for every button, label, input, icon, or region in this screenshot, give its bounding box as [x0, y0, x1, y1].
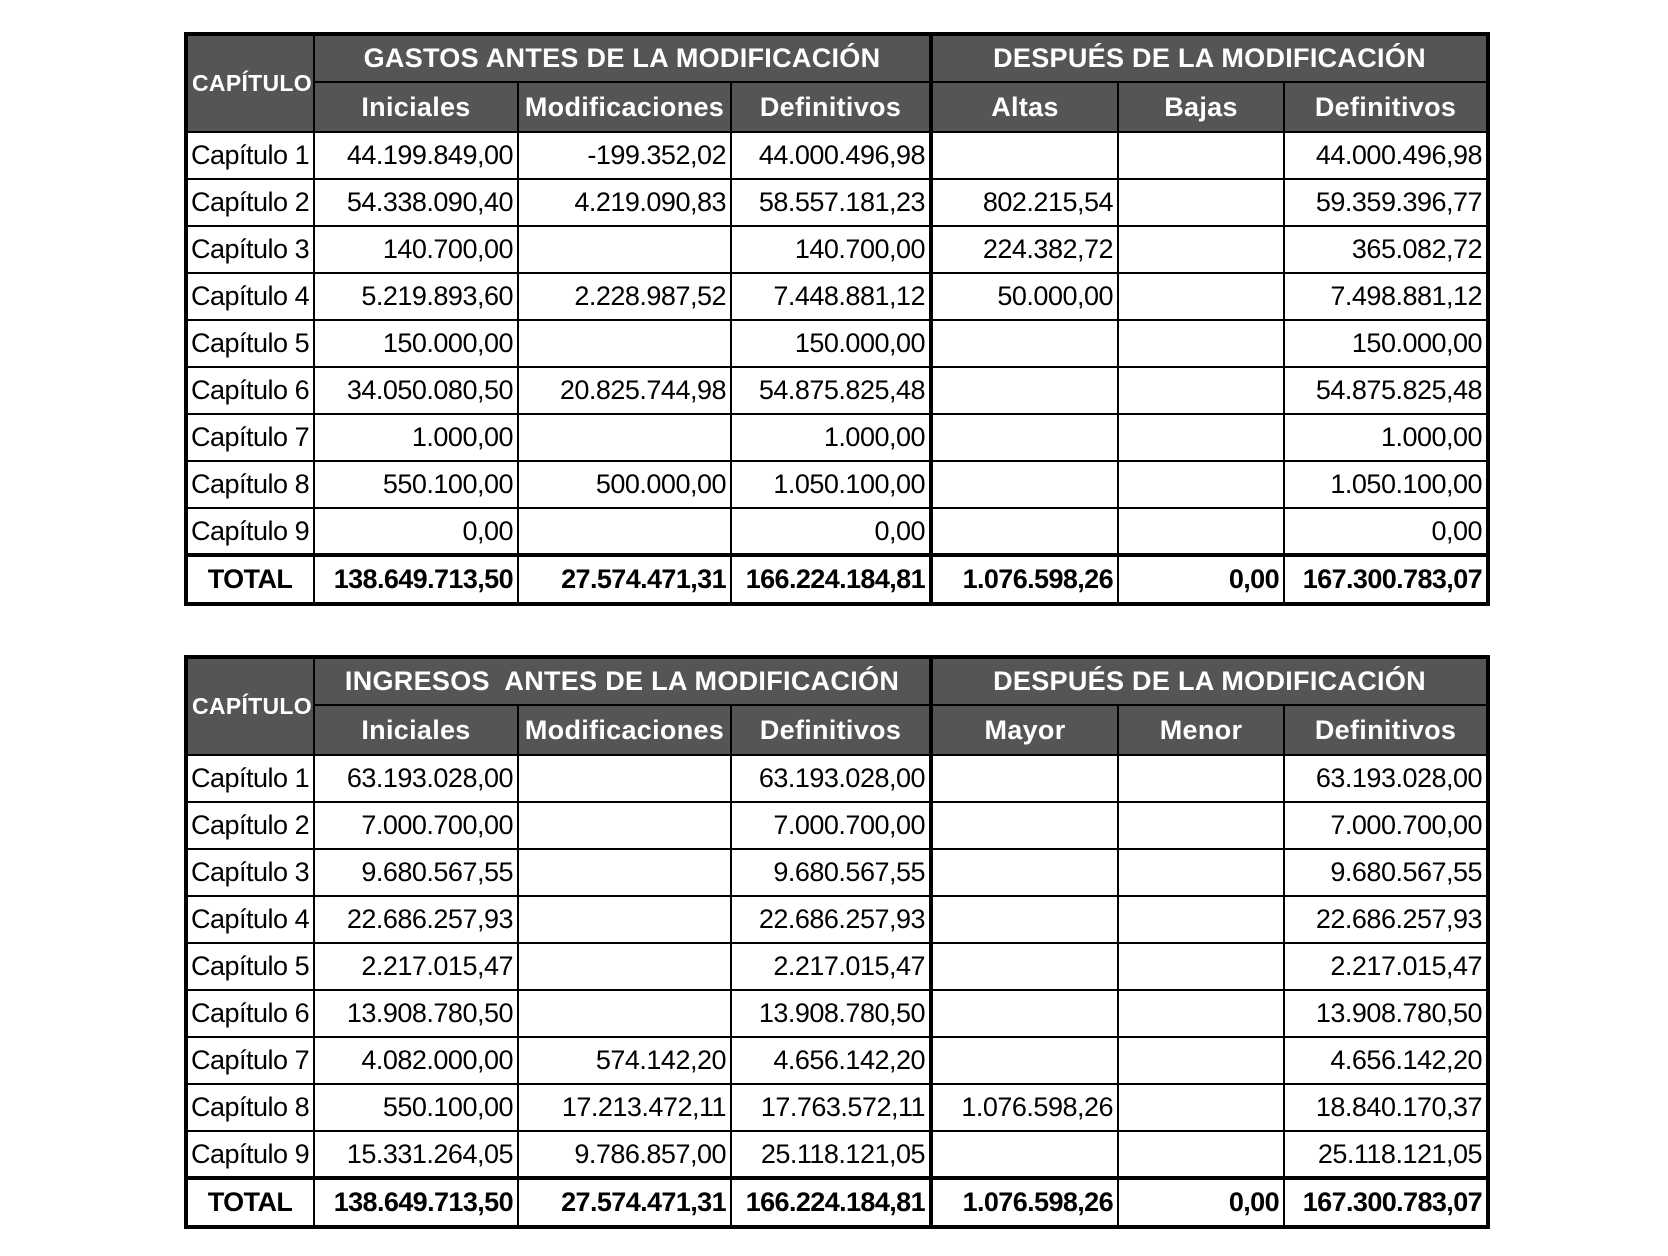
table-cell [931, 414, 1118, 461]
table-cell [931, 802, 1118, 849]
table-cell: 20.825.744,98 [518, 367, 731, 414]
table-row [186, 414, 1488, 461]
table-cell: 17.213.472,11 [518, 1084, 731, 1131]
table-row [186, 1084, 1488, 1131]
table-cell: 59.359.396,77 [1284, 179, 1488, 226]
table-cell: 13.908.780,50 [731, 990, 931, 1037]
total-row [186, 555, 1488, 604]
table-cell: 150.000,00 [1284, 320, 1488, 367]
table-row [186, 461, 1488, 508]
total-label: TOTAL [186, 555, 314, 604]
table-cell: 9.786.857,00 [518, 1131, 731, 1178]
group-header-after: DESPUÉS DE LA MODIFICACIÓN [931, 34, 1488, 82]
table-cell: 4.219.090,83 [518, 179, 731, 226]
table-cell: -199.352,02 [518, 132, 731, 179]
row-label: Capítulo 3 [186, 849, 314, 896]
table-cell [931, 461, 1118, 508]
row-label: Capítulo 9 [186, 508, 314, 555]
table-row [186, 226, 1488, 273]
row-label: Capítulo 8 [186, 1084, 314, 1131]
column-header: Menor [1118, 705, 1284, 755]
table-cell: 140.700,00 [314, 226, 518, 273]
table-cell: 7.448.881,12 [731, 273, 931, 320]
table-cell [1118, 755, 1284, 802]
table-cell [518, 414, 731, 461]
table-cell [518, 320, 731, 367]
table-cell: 802.215,54 [931, 179, 1118, 226]
table-cell [1118, 943, 1284, 990]
table-cell: 1.000,00 [1284, 414, 1488, 461]
table-cell [1118, 273, 1284, 320]
table-cell [518, 990, 731, 1037]
table-cell: 4.082.000,00 [314, 1037, 518, 1084]
table-row [186, 1037, 1488, 1084]
table-cell: 2.217.015,47 [731, 943, 931, 990]
table-cell: 2.228.987,52 [518, 273, 731, 320]
row-label: Capítulo 7 [186, 414, 314, 461]
column-header: Definitivos [731, 82, 931, 132]
table-cell [1118, 1131, 1284, 1178]
table-cell [931, 132, 1118, 179]
table-cell [931, 990, 1118, 1037]
table-cell [931, 896, 1118, 943]
total-cell: 1.076.598,26 [931, 555, 1118, 604]
row-label: Capítulo 6 [186, 990, 314, 1037]
table-cell: 7.000.700,00 [314, 802, 518, 849]
total-cell: 27.574.471,31 [518, 555, 731, 604]
table-cell [931, 367, 1118, 414]
column-header: Iniciales [314, 82, 518, 132]
table-cell [1118, 132, 1284, 179]
table-cell: 550.100,00 [314, 1084, 518, 1131]
total-cell: 166.224.184,81 [731, 1178, 931, 1227]
table-cell: 25.118.121,05 [1284, 1131, 1488, 1178]
table-cell: 1.000,00 [731, 414, 931, 461]
table-cell [931, 508, 1118, 555]
row-label: Capítulo 8 [186, 461, 314, 508]
table-cell: 54.875.825,48 [731, 367, 931, 414]
total-cell: 167.300.783,07 [1284, 555, 1488, 604]
table-row [186, 943, 1488, 990]
table-row [186, 990, 1488, 1037]
column-header: Definitivos [1284, 705, 1488, 755]
table-cell: 44.000.496,98 [731, 132, 931, 179]
row-label: Capítulo 5 [186, 320, 314, 367]
table-cell: 25.118.121,05 [731, 1131, 931, 1178]
row-label: Capítulo 6 [186, 367, 314, 414]
table-cell [518, 896, 731, 943]
row-label: Capítulo 2 [186, 179, 314, 226]
table-cell: 50.000,00 [931, 273, 1118, 320]
total-label: TOTAL [186, 1178, 314, 1227]
table-cell: 17.763.572,11 [731, 1084, 931, 1131]
table-cell [1118, 849, 1284, 896]
table-cell: 365.082,72 [1284, 226, 1488, 273]
table-cell [518, 226, 731, 273]
table-cell: 7.000.700,00 [1284, 802, 1488, 849]
table-cell: 150.000,00 [314, 320, 518, 367]
column-header: Mayor [931, 705, 1118, 755]
column-header: Iniciales [314, 705, 518, 755]
table-row [186, 755, 1488, 802]
table-cell: 0,00 [1284, 508, 1488, 555]
table-cell: 224.382,72 [931, 226, 1118, 273]
table-cell: 1.050.100,00 [1284, 461, 1488, 508]
table-cell: 44.000.496,98 [1284, 132, 1488, 179]
table-cell [1118, 508, 1284, 555]
table-cell: 44.199.849,00 [314, 132, 518, 179]
row-label: Capítulo 7 [186, 1037, 314, 1084]
table-cell [1118, 1084, 1284, 1131]
total-cell: 167.300.783,07 [1284, 1178, 1488, 1227]
table-cell [931, 1131, 1118, 1178]
table-cell [518, 849, 731, 896]
table-cell: 34.050.080,50 [314, 367, 518, 414]
gastos-table-body [186, 132, 1488, 604]
total-cell: 138.649.713,50 [314, 555, 518, 604]
table-cell [931, 320, 1118, 367]
table-row [186, 849, 1488, 896]
table-cell: 150.000,00 [731, 320, 931, 367]
table-cell: 54.338.090,40 [314, 179, 518, 226]
table-cell: 7.498.881,12 [1284, 273, 1488, 320]
total-cell: 138.649.713,50 [314, 1178, 518, 1227]
table-cell: 0,00 [314, 508, 518, 555]
column-header: Modificaciones [518, 705, 731, 755]
gastos-table [184, 32, 1490, 606]
table-cell [1118, 1037, 1284, 1084]
table-row [186, 273, 1488, 320]
table-cell: 54.875.825,48 [1284, 367, 1488, 414]
group-header-before: GASTOS ANTES DE LA MODIFICACIÓN [314, 34, 931, 82]
table-cell: 9.680.567,55 [314, 849, 518, 896]
table-cell [1118, 896, 1284, 943]
table-cell: 63.193.028,00 [1284, 755, 1488, 802]
table-cell: 22.686.257,93 [731, 896, 931, 943]
table-cell [931, 1037, 1118, 1084]
table-cell: 2.217.015,47 [314, 943, 518, 990]
table-cell [931, 849, 1118, 896]
table-cell [1118, 414, 1284, 461]
column-header: Definitivos [731, 705, 931, 755]
table-row [186, 802, 1488, 849]
table-cell: 9.680.567,55 [731, 849, 931, 896]
row-label: Capítulo 5 [186, 943, 314, 990]
total-cell: 0,00 [1118, 1178, 1284, 1227]
table-row [186, 1131, 1488, 1178]
row-label: Capítulo 1 [186, 755, 314, 802]
table-cell: 7.000.700,00 [731, 802, 931, 849]
row-label: Capítulo 9 [186, 1131, 314, 1178]
table-cell [518, 802, 731, 849]
table-row [186, 896, 1488, 943]
table-cell: 58.557.181,23 [731, 179, 931, 226]
table-cell [518, 755, 731, 802]
table-row [186, 508, 1488, 555]
table-cell [1118, 179, 1284, 226]
table-cell [1118, 367, 1284, 414]
table-cell: 13.908.780,50 [314, 990, 518, 1037]
table-cell: 18.840.170,37 [1284, 1084, 1488, 1131]
table-cell [1118, 802, 1284, 849]
total-cell: 166.224.184,81 [731, 555, 931, 604]
total-cell: 0,00 [1118, 555, 1284, 604]
row-label: Capítulo 4 [186, 273, 314, 320]
table-cell [1118, 226, 1284, 273]
total-cell: 1.076.598,26 [931, 1178, 1118, 1227]
table-cell [931, 943, 1118, 990]
table-row [186, 132, 1488, 179]
total-cell: 27.574.471,31 [518, 1178, 731, 1227]
total-row [186, 1178, 1488, 1227]
table-row [186, 367, 1488, 414]
row-label: Capítulo 4 [186, 896, 314, 943]
table-cell: 22.686.257,93 [1284, 896, 1488, 943]
group-header-before: INGRESOS ANTES DE LA MODIFICACIÓN [314, 657, 931, 705]
ingresos-table-body [186, 755, 1488, 1227]
table-cell [1118, 320, 1284, 367]
table-cell: 22.686.257,93 [314, 896, 518, 943]
table-cell: 63.193.028,00 [731, 755, 931, 802]
table-cell [1118, 990, 1284, 1037]
chapter-header: CAPÍTULO [186, 657, 314, 755]
table-cell: 15.331.264,05 [314, 1131, 518, 1178]
table-cell: 9.680.567,55 [1284, 849, 1488, 896]
table-cell: 1.076.598,26 [931, 1084, 1118, 1131]
table-cell: 4.656.142,20 [1284, 1037, 1488, 1084]
table-cell: 63.193.028,00 [314, 755, 518, 802]
row-label: Capítulo 2 [186, 802, 314, 849]
table-cell: 500.000,00 [518, 461, 731, 508]
table-cell: 1.050.100,00 [731, 461, 931, 508]
chapter-header: CAPÍTULO [186, 34, 314, 132]
table-cell: 140.700,00 [731, 226, 931, 273]
row-label: Capítulo 1 [186, 132, 314, 179]
column-header: Modificaciones [518, 82, 731, 132]
table-row [186, 320, 1488, 367]
table-cell [931, 755, 1118, 802]
table-cell: 5.219.893,60 [314, 273, 518, 320]
column-header: Altas [931, 82, 1118, 132]
table-row [186, 179, 1488, 226]
table-cell [1118, 461, 1284, 508]
table-cell [518, 943, 731, 990]
column-header: Definitivos [1284, 82, 1488, 132]
table-cell: 0,00 [731, 508, 931, 555]
column-header: Bajas [1118, 82, 1284, 132]
table-cell: 550.100,00 [314, 461, 518, 508]
group-header-after: DESPUÉS DE LA MODIFICACIÓN [931, 657, 1488, 705]
table-cell: 4.656.142,20 [731, 1037, 931, 1084]
table-cell: 13.908.780,50 [1284, 990, 1488, 1037]
row-label: Capítulo 3 [186, 226, 314, 273]
table-cell: 2.217.015,47 [1284, 943, 1488, 990]
table-cell: 1.000,00 [314, 414, 518, 461]
table-cell [518, 508, 731, 555]
ingresos-table [184, 655, 1490, 1229]
table-cell: 574.142,20 [518, 1037, 731, 1084]
